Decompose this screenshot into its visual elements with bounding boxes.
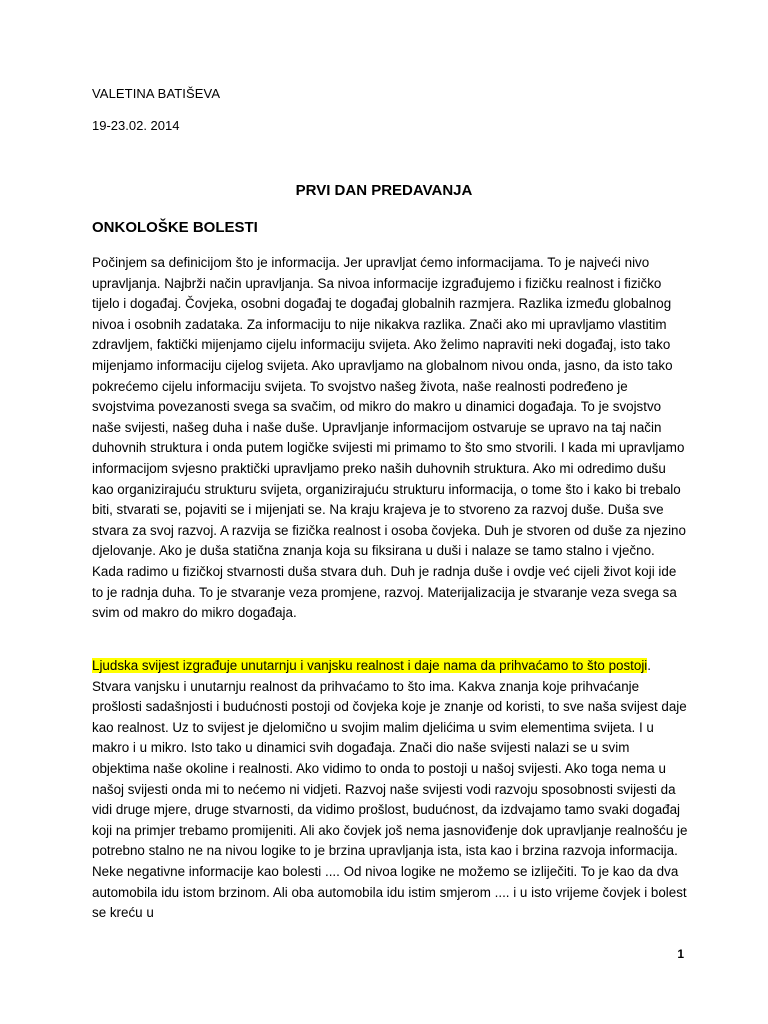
body-paragraph-1 [92, 253, 688, 624]
page-number: 1 [677, 947, 684, 961]
document-title: PRVI DAN PREDAVANJA [295, 182, 473, 199]
paragraph-2-text: . Stvara vanjsku i unutarnju realnost da prihvaćamo to što ima. Kakva znanja koje prihvaćanje prošlosti sadašnjosti i budućnosti postoji od čovjeka koje je znanje od koristi, to sve naša svijest daje kao realnost. Uz to svijest je djelomično u svojim malim djelićima u svim elementima svijeta. I u makro i u mikro. Isto tako u dinamici svih događaja. Znači dio naše svijesti nalazi se u svim objektima naše okoline i realnosti. Ako vidimo to onda to postoji u našoj svijesti. Ako toga nema u našoj svijesti onda mi to nećemo ni vidjeti. Razvoj naše svijesti vodi razvoju sposobnosti svijesti da vidi druge mjere, druge stvarnosti, da vidimo prošlost, budućnost, da izdvajamo tamo svaki događaj koji na primjer trebamo promijeniti. Ali ako čovjek još nema jasnoviđenje dok upravljanje realnošću je potrebno stalno ne na nivou logike to je brzina upravljanja ista, ista kao i brzina razvoja informacija. Neke negativne informacije kao bolesti .... Od nivoa logike ne možemo se izliječiti. To je kao da dva automobila idu istom brzinom. Ali oba automobila idu istim smjerom .... i u isto vrijeme čovjek i bolest se kreću u [92, 658, 688, 921]
body-paragraph-2 [92, 656, 688, 924]
paragraph-1-text: Počinjem sa definicijom što je informacija. Jer upravljat ćemo informacijama. To je najveći nivo upravljanja. Najbrži način upravljanja. Sa nivoa informacije izgrađujemo i fizičku realnost i fizičko tijelo i događaj. Čovjeka, osobni događaj te događaj globalnih razmjera. Razlika između globalnog nivoa i osobnih zadataka. Za informaciju to nije nikakva razlika. Znači ako mi upravljamo vlastitim zdravljem, faktički mijenjamo cijelu informaciju svijeta. Ako želimo napraviti neki događaj, isto tako mijenjamo informaciju cijelog svijeta. Ako upravljamo na globalnom nivou onda, jasno, da isto tako pokrećemo cijelu informaciju svijeta. To svojstvo našeg života, naše realnosti podređeno je svojstvima povezanosti svega sa svačim, od mikro do makro u dinamici događaja. To je svojstvo naše svijesti, našeg duha i naše duše. Upravljanje informacijom ostvaruje se upravo na taj način duhovnih struktura i onda putem logičke svijesti mi primamo to što smo stvorili. I kada mi upravljamo informacijom svjesno praktički upravljamo preko naših duhovnih struktura. Ako mi odredimo dušu kao organizirajuću strukturu svijeta, organizirajuću strukturu informacija, o tome što i kako bi trebalo biti, stvarati se, pojaviti se i mijenjati se. Na kraju krajeva je to stvoreno za razvoj duše. Duša sve stvara za svoj razvoj. A razvija se fizička realnost i osoba čovjeka. Duh je stvoren od duše za njezino djelovanje. Ako je duša statična znanja koja su fiksirana u duši i nalaze se tamo stalno i vječno. Kada radimo u fizičkoj stvarnosti duša stvara duh. Duh je radnja duše i ovdje već cijeli život koji ide to je radnja duha. To je stvaranje veza promjene, razvoj. Materijalizacija je stvaranje veza svega sa svim od makro do mikro događaja. [92, 255, 686, 621]
author-name: VALETINA BATIŠEVA [92, 86, 221, 101]
section-heading: ONKOLOŠKE BOLESTI [92, 219, 258, 236]
highlighted-sentence: Ljudska svijest izgrađuje unutarnju i vanjsku realnost i daje nama da prihvaćamo to što postoji [92, 658, 648, 673]
lecture-date: 19-23.02. 2014 [92, 118, 180, 133]
